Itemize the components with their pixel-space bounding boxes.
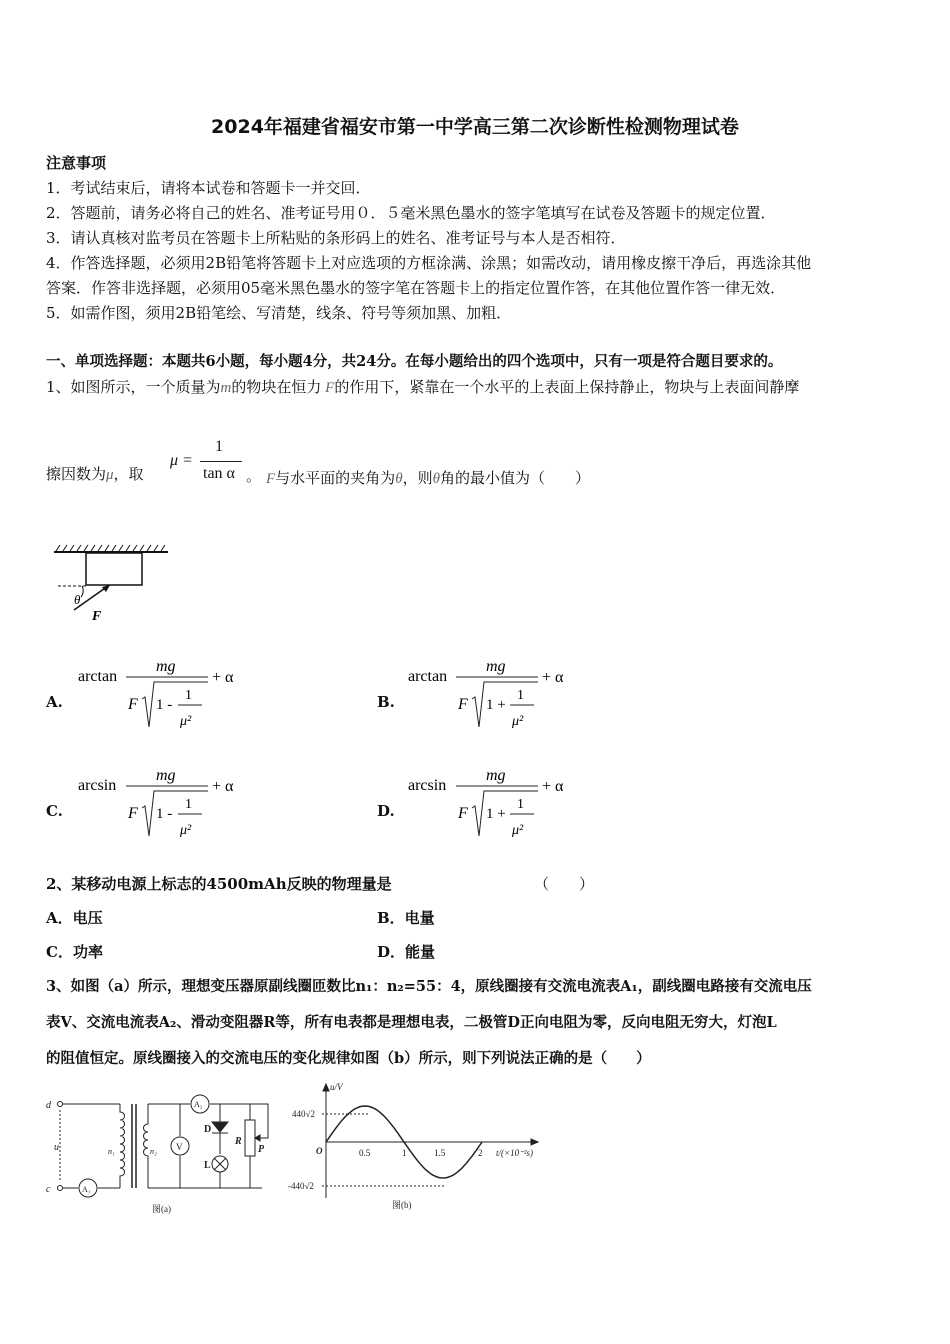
q2-option-c[interactable]: C．功率 [46, 943, 103, 961]
secondary-coil [144, 1104, 149, 1188]
svg-text:R: R [235, 1136, 242, 1147]
q3-line3: 的阻值恒定。原线圈接入的交流电压的变化规律如图（b）所示，则下列说法正确的是（ ） [46, 1050, 651, 1067]
svg-text:+ α: + α [542, 778, 564, 795]
svg-text:D: D [204, 1124, 212, 1135]
rheostat [245, 1120, 255, 1156]
option-c-formula [76, 764, 246, 844]
y-axis-label: u/V [330, 1082, 343, 1092]
notice-heading: 注意事项 [46, 154, 107, 172]
block [86, 553, 142, 585]
svg-text:n₁: n₁ [108, 1147, 115, 1156]
svg-text:1: 1 [185, 688, 192, 703]
notice-item: 2．答题前，请务必将自己的姓名、准考证号用０．５毫米黑色墨水的签字笔填写在试卷及答题卡的规定位置． [46, 204, 776, 222]
option-d-label[interactable]: D. [377, 802, 395, 820]
figure-a-circuit [44, 1088, 276, 1216]
q1-line1: 1、如图所示，一个质量为m的物块在恒力 F的作用下，紧靠在一个水平的上表面上保持静止，物块与上表面间静摩 [46, 378, 800, 396]
terminal-d [58, 1102, 63, 1107]
q2-option-a[interactable]: A．电压 [46, 909, 103, 927]
theta-label: θ [74, 592, 81, 607]
q1-dot: 。 [246, 467, 262, 485]
x-axis-label: t/(×10⁻²s) [496, 1148, 534, 1158]
svg-text:+ α: + α [542, 669, 564, 686]
svg-text:图(a): 图(a) [152, 1204, 171, 1214]
frac-denominator: tan α [203, 465, 235, 482]
force-label: F [92, 609, 102, 624]
figure-b-chart [288, 1080, 558, 1214]
svg-text:F: F [128, 696, 138, 713]
svg-text:μ²: μ² [180, 823, 192, 838]
tick-label: 1 [402, 1148, 407, 1158]
angle-arc [81, 586, 83, 597]
svg-text:A₂: A₂ [194, 1100, 203, 1109]
frac-bar [200, 461, 242, 462]
q1-line2a: 擦因数为μ，取 [46, 465, 144, 483]
svg-text:L: L [204, 1160, 211, 1171]
notice-item: 3．请认真核对监考员在答题卡上所粘贴的条形码上的姓名、准考证号与本人是否相符． [46, 229, 626, 247]
svg-text:1: 1 [517, 688, 524, 703]
y-axis-arrow [323, 1084, 329, 1091]
section-heading: 一、单项选择题：本题共6小题，每小题4分，共24分。在每小题给出的四个选项中，只有一项是符合题目要求的。 [46, 353, 783, 370]
q1-figure [50, 542, 172, 626]
svg-text:+ α: + α [212, 778, 234, 795]
frac-numerator: 1 [215, 438, 223, 455]
svg-text:+ α: + α [212, 669, 234, 686]
svg-text:F: F [458, 805, 468, 822]
svg-text:1 +: 1 + [486, 806, 506, 822]
svg-text:n₂: n₂ [150, 1147, 157, 1156]
svg-text:mg: mg [156, 658, 176, 675]
q2-option-b[interactable]: B．电量 [377, 909, 435, 927]
svg-text:A₁: A₁ [82, 1185, 91, 1194]
q2-paren: （ ） [534, 875, 595, 893]
slider-arrow [255, 1135, 260, 1141]
diode [212, 1122, 228, 1132]
svg-text:μ²: μ² [512, 823, 524, 838]
option-b-formula [406, 655, 576, 735]
notice-item: 1．考试结束后，请将本试卷和答题卡一并交回． [46, 179, 371, 197]
svg-text:arctan: arctan [78, 668, 118, 685]
svg-text:P: P [258, 1144, 265, 1155]
svg-text:1 -: 1 - [156, 806, 173, 822]
svg-text:F: F [458, 696, 468, 713]
ceiling-hatch [56, 545, 165, 551]
terminal-c [58, 1186, 63, 1191]
q1-line2c: F与水平面的夹角为θ，则θ角的最小值为（ ） [266, 469, 590, 487]
option-a-formula [76, 655, 246, 735]
figure-b-caption: 图(b) [392, 1200, 412, 1210]
primary-coil [120, 1104, 125, 1188]
svg-text:μ²: μ² [512, 714, 524, 729]
option-d-formula [406, 764, 576, 844]
svg-text:1: 1 [517, 797, 524, 812]
svg-text:u: u [54, 1142, 59, 1153]
notice-item: 答案．作答非选择题，必须用05毫米黑色墨水的签字笔在答题卡上的指定位置作答，在其他位置作答一律无效． [46, 279, 786, 297]
q3-line2: 表V、交流电流表A₂、滑动变阻器R等，所有电表都是理想电表，二极管D正向电阻为零，反向电阻无穷大，灯泡L [46, 1014, 777, 1031]
svg-text:1: 1 [185, 797, 192, 812]
tick-label: 2 [478, 1148, 483, 1158]
q2-stem: 2、某移动电源上标志的4500mAh反映的物理量是 [46, 875, 392, 893]
svg-text:arctan: arctan [408, 668, 448, 685]
x-axis-arrow [531, 1139, 538, 1145]
notice-item: 5．如需作图，须用2B铅笔绘、写清楚，线条、符号等须加黑、加粗． [46, 304, 512, 322]
origin-label: O [316, 1146, 323, 1156]
svg-text:mg: mg [156, 767, 176, 784]
svg-text:1 -: 1 - [156, 697, 173, 713]
q3-line1: 3、如图（a）所示，理想变压器原副线圈匝数比n₁：n₂=55：4，原线圈接有交流电流表A₁，副线圈电路接有交流电压 [46, 978, 812, 995]
svg-text:V: V [176, 1142, 183, 1152]
tick-label: 0.5 [359, 1148, 371, 1158]
svg-text:arcsin: arcsin [408, 777, 447, 794]
ymin-label: -440√2 [288, 1181, 314, 1191]
svg-text:mg: mg [486, 767, 506, 784]
notice-item: 4．作答选择题，必须用2B铅笔将答题卡上对应选项的方框涂满、涂黑；如需改动，请用橡皮擦干净后，再选涂其他 [46, 254, 812, 272]
svg-text:mg: mg [486, 658, 506, 675]
svg-text:F: F [128, 805, 138, 822]
svg-text:arcsin: arcsin [78, 777, 117, 794]
option-a-label[interactable]: A. [46, 693, 63, 711]
q2-option-d[interactable]: D．能量 [377, 943, 436, 961]
option-b-label[interactable]: B. [377, 693, 395, 711]
svg-text:1 +: 1 + [486, 697, 506, 713]
tick-label: 1.5 [434, 1148, 446, 1158]
svg-text:d: d [46, 1100, 51, 1111]
ymax-label: 440√2 [292, 1109, 315, 1119]
svg-text:c: c [46, 1184, 51, 1195]
option-c-label[interactable]: C. [46, 802, 63, 820]
mu-equals: μ = [170, 452, 193, 469]
page-title: 2024年福建省福安市第一中学高三第二次诊断性检测物理试卷 [211, 116, 739, 138]
svg-text:μ²: μ² [180, 714, 192, 729]
